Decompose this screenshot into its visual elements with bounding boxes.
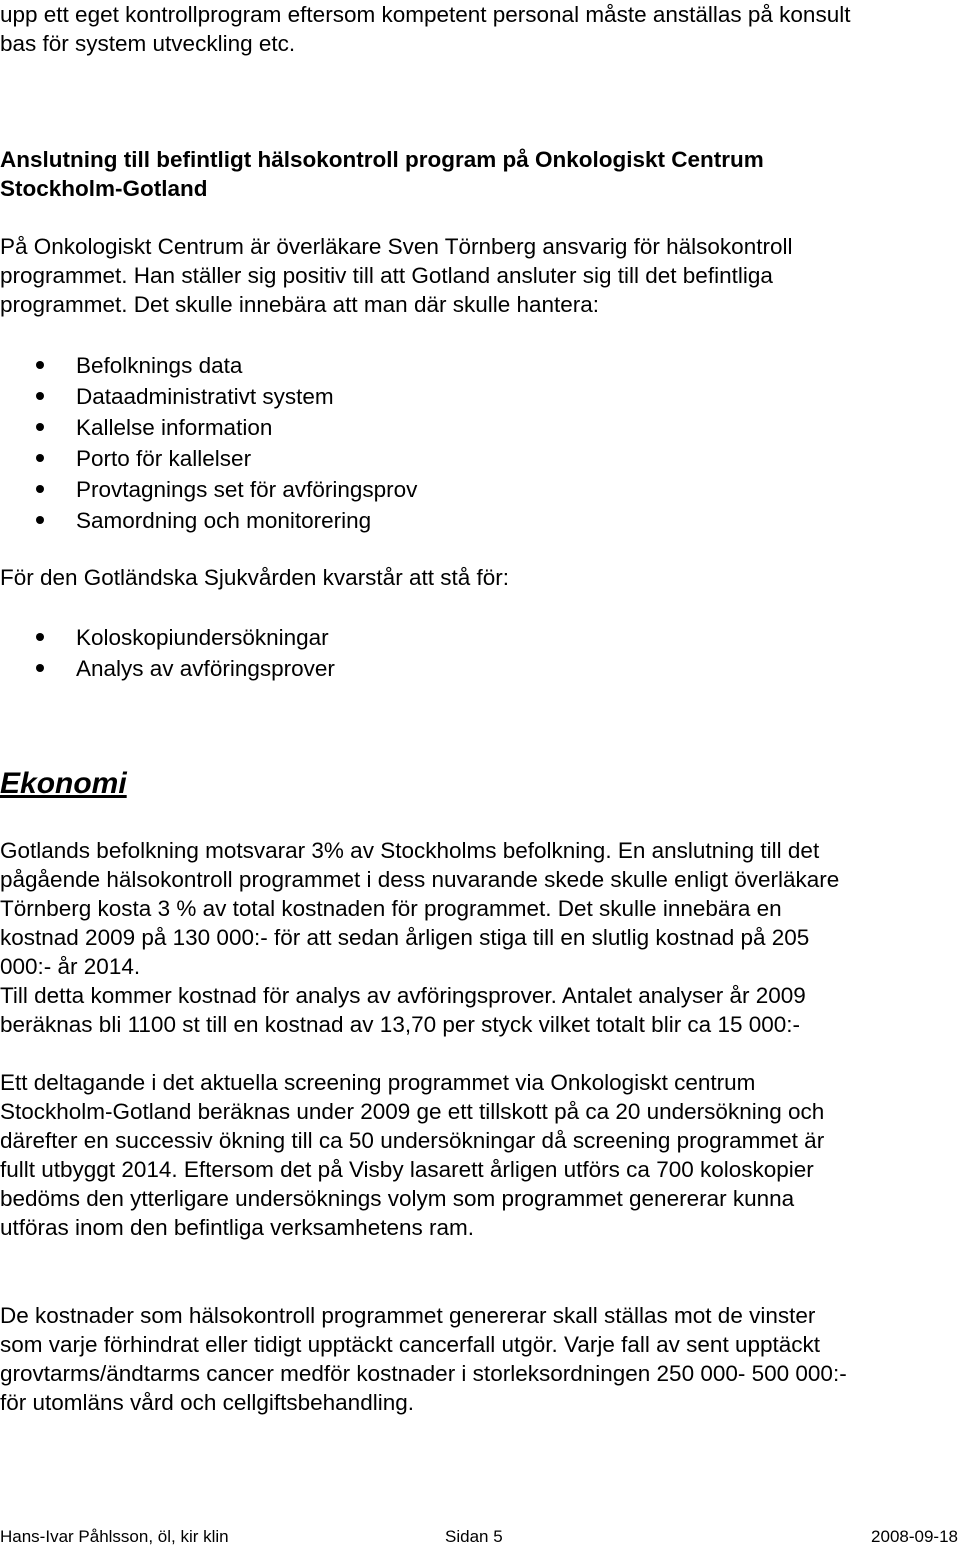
economy-para1-line-4: kostnad 2009 på 130 000:- för att sedan årligen stiga till en slutlig kostnad på 205 bbox=[0, 925, 810, 950]
economy-para3-line-3: grovtarms/ändtarms cancer medför kostnader i storleksordningen 250 000- 500 000:- bbox=[0, 1361, 847, 1386]
list-item: Kallelse information bbox=[0, 412, 417, 443]
bullet-icon bbox=[36, 361, 44, 369]
list-item: Samordning och monitorering bbox=[0, 505, 417, 536]
economy-para1-line-2: pågående hälsokontroll programmet i dess nuvarande skede skulle enligt överläkare bbox=[0, 867, 840, 892]
economy-para2-line-3: därefter en successiv ökning till ca 50 undersökningar då screening programmet är bbox=[0, 1128, 825, 1153]
economy-para1-line-5: 000:- år 2014. bbox=[0, 954, 141, 979]
economy-heading: Ekonomi bbox=[0, 767, 127, 800]
bullet-icon bbox=[36, 516, 44, 524]
economy-para3-line-1: De kostnader som hälsokontroll programmet genererar skall ställas mot de vinster bbox=[0, 1303, 816, 1328]
footer-author: Hans-Ivar Påhlsson, öl, kir klin bbox=[0, 1527, 229, 1546]
list-item: Dataadministrativt system bbox=[0, 381, 417, 412]
economy-para2-line-6: utföras inom den befintliga verksamhetens ram. bbox=[0, 1215, 474, 1240]
list-item: Koloskopiundersökningar bbox=[0, 622, 335, 653]
section-paragraph-line-3: programmet. Det skulle innebära att man där skulle hantera: bbox=[0, 292, 600, 317]
bullet-icon bbox=[36, 633, 44, 641]
remaining-list bbox=[0, 622, 335, 684]
intro-line-1: upp ett eget kontrollprogram eftersom kompetent personal måste anställas på konsult bbox=[0, 2, 851, 27]
intro-line-2: bas för system utveckling etc. bbox=[0, 31, 296, 56]
list-item: Befolknings data bbox=[0, 350, 417, 381]
list-item: Analys av avföringsprover bbox=[0, 653, 335, 684]
economy-para1-line-7: beräknas bli 1100 st till en kostnad av 13,70 per styck vilket totalt blir ca 15 000:- bbox=[0, 1012, 801, 1037]
economy-para2-line-1: Ett deltagande i det aktuella screening programmet via Onkologiskt centrum bbox=[0, 1070, 756, 1095]
list-item: Provtagnings set för avföringsprov bbox=[0, 474, 417, 505]
section-paragraph-line-2: programmet. Han ställer sig positiv till att Gotland ansluter sig till det befintliga bbox=[0, 263, 773, 288]
economy-para2-line-5: bedöms den ytterligare undersöknings volym som programmet genererar kunna bbox=[0, 1186, 795, 1211]
bullet-icon bbox=[36, 423, 44, 431]
economy-para1-line-3: Törnberg kosta 3 % av total kostnaden för programmet. Det skulle innebära en bbox=[0, 896, 782, 921]
remaining-intro: För den Gotländska Sjukvården kvarstår att stå för: bbox=[0, 565, 509, 590]
section-paragraph-line-1: På Onkologiskt Centrum är överläkare Sven Törnberg ansvarig för hälsokontroll bbox=[0, 234, 793, 259]
footer-date: 2008-09-18 bbox=[871, 1527, 958, 1546]
responsibility-list bbox=[0, 350, 417, 536]
section-title-line-2: Stockholm-Gotland bbox=[0, 176, 208, 201]
section-title-line-1: Anslutning till befintligt hälsokontroll program på Onkologiskt Centrum bbox=[0, 147, 764, 172]
bullet-icon bbox=[36, 392, 44, 400]
bullet-icon bbox=[36, 664, 44, 672]
economy-para3-line-2: som varje förhindrat eller tidigt upptäckt cancerfall utgör. Varje fall av sent upptäckt bbox=[0, 1332, 820, 1357]
economy-para1-line-6: Till detta kommer kostnad för analys av avföringsprover. Antalet analyser år 2009 bbox=[0, 983, 806, 1008]
footer-page-number: Sidan 5 bbox=[445, 1527, 503, 1546]
bullet-icon bbox=[36, 485, 44, 493]
economy-para3-line-4: för utomläns vård och cellgiftsbehandling. bbox=[0, 1390, 414, 1415]
economy-para1-line-1: Gotlands befolkning motsvarar 3% av Stockholms befolkning. En anslutning till det bbox=[0, 838, 820, 863]
list-item: Porto för kallelser bbox=[0, 443, 417, 474]
economy-para2-line-4: fullt utbyggt 2014. Eftersom det på Visby lasarett årligen utförs ca 700 koloskopier bbox=[0, 1157, 814, 1182]
economy-para2-line-2: Stockholm-Gotland beräknas under 2009 ge ett tillskott på ca 20 undersökning och bbox=[0, 1099, 825, 1124]
bullet-icon bbox=[36, 454, 44, 462]
